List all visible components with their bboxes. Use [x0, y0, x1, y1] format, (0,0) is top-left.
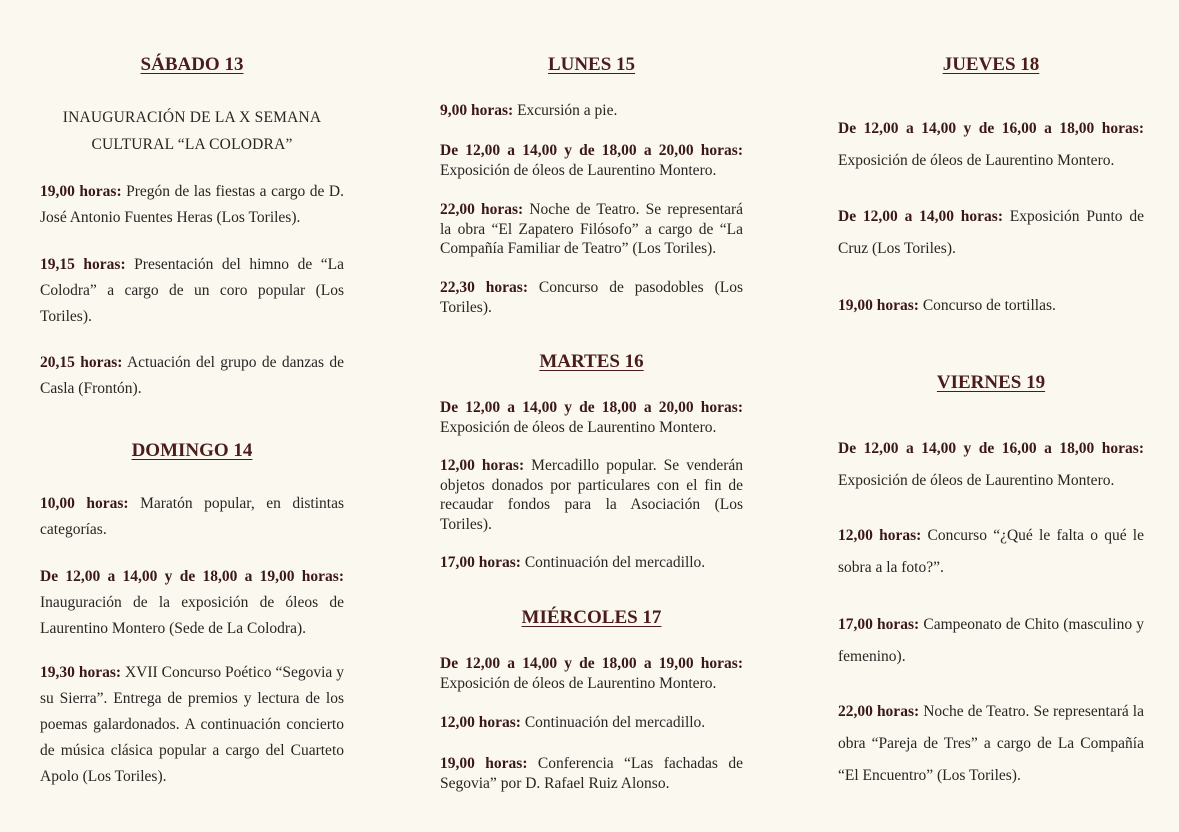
event-text: Exposición de óleos de Laurentino Montero.	[440, 161, 717, 179]
day-heading-martes: MARTES 16	[539, 351, 644, 372]
event-time: 17,00 horas:	[838, 616, 920, 633]
event-text: Noche de Teatro. Se representará la obra “Pareja de Tres” a cargo de La Compañía “El Encuentro” (Los Toriles).	[838, 703, 1144, 784]
day-heading-jueves: JUEVES 18	[942, 54, 1040, 75]
event-time: 22,00 horas:	[838, 703, 920, 720]
event-martes-2	[440, 456, 743, 534]
day-heading-miercoles: MIÉRCOLES 17	[521, 607, 662, 628]
event-text: Campeonato de Chito (masculino y femenino).	[838, 616, 1144, 665]
event-domingo-2	[40, 564, 344, 642]
event-text: Conferencia “Las fachadas de Segovia” por D. Rafael Ruiz Alonso.	[440, 755, 743, 792]
event-text: Concurso de tortillas.	[918, 297, 1056, 314]
event-domingo-1	[40, 491, 344, 543]
event-time: 19,15 horas:	[40, 256, 126, 273]
event-text: Continuación del mercadillo.	[520, 714, 706, 731]
event-time: 10,00 horas:	[40, 495, 129, 512]
event-time: De 12,00 a 14,00 y de 16,00 a 18,00 horas:	[838, 120, 1144, 137]
event-viernes-2	[838, 520, 1144, 584]
event-sabado-3	[40, 350, 344, 402]
event-time: 22,30 horas:	[440, 279, 528, 296]
event-miercoles-1	[440, 654, 743, 693]
event-text: Maratón popular, en distintas categorías.	[40, 495, 344, 538]
event-time: De 12,00 a 14,00 y de 18,00 a 19,00 horas:	[440, 655, 743, 672]
event-lunes-1	[440, 101, 743, 121]
event-time: 19,00 horas:	[40, 183, 122, 200]
event-viernes-3	[838, 609, 1144, 673]
event-time: 12,00 horas:	[440, 714, 521, 731]
event-jueves-2	[838, 201, 1144, 265]
event-time: 9,00 horas:	[440, 102, 514, 119]
event-text: Inauguración de la exposición de óleos de Laurentino Montero (Sede de La Colodra).	[40, 594, 344, 637]
event-jueves-3	[838, 290, 1144, 322]
event-text: Continuación del mercadillo.	[520, 554, 706, 571]
event-miercoles-3	[440, 754, 743, 793]
event-domingo-3	[40, 660, 344, 790]
event-lunes-3	[440, 200, 743, 259]
day-heading-domingo: DOMINGO 14	[131, 440, 253, 461]
event-text: Mercadillo popular. Se venderán objetos donados por particulares con el fin de recaudar fondos para la Asociación (Los Toriles).	[440, 457, 743, 533]
event-time: De 12,00 a 14,00 horas:	[838, 208, 1003, 225]
event-text: Exposición de óleos de Laurentino Montero.	[838, 472, 1115, 489]
event-text: Noche de Teatro. Se representará la obra “El Zapatero Filósofo” a cargo de “La Compañía Familiar de Teatro” (Los Toriles).	[440, 201, 743, 257]
event-time: De 12,00 a 14,00 y de 18,00 a 20,00 horas:	[440, 399, 743, 416]
event-time: 12,00 horas:	[838, 527, 922, 544]
event-jueves-1	[838, 113, 1144, 177]
event-miercoles-2	[440, 713, 743, 733]
event-text: Exposición de óleos de Laurentino Montero.	[838, 152, 1115, 169]
event-time: De 12,00 a 14,00 y de 18,00 a 20,00 horas:	[440, 142, 743, 159]
day-heading-sabado: SÁBADO 13	[140, 54, 244, 75]
inauguration-line-1: INAUGURACIÓN DE LA X SEMANA	[62, 109, 322, 126]
event-time: De 12,00 a 14,00 y de 16,00 a 18,00 horas:	[838, 440, 1144, 457]
inauguration-title	[40, 104, 344, 158]
event-text: Exposición de óleos de Laurentino Montero.	[440, 674, 717, 692]
event-viernes-4	[838, 696, 1144, 792]
event-text: Pregón de las fiestas a cargo de D. José Antonio Fuentes Heras (Los Toriles).	[40, 183, 344, 226]
event-sabado-1	[40, 179, 344, 231]
event-text: Concurso “¿Qué le falta o qué le sobra a la foto?”.	[838, 527, 1144, 576]
event-time: 17,00 horas:	[440, 554, 521, 571]
inauguration-line-2: CULTURAL “LA COLODRA”	[91, 136, 293, 153]
event-time: 19,30 horas:	[40, 664, 122, 681]
event-martes-1	[440, 398, 743, 437]
event-text: Concurso de pasodobles (Los Toriles).	[440, 279, 743, 316]
event-text: Actuación del grupo de danzas de Casla (Frontón).	[40, 354, 344, 397]
day-heading-viernes: VIERNES 19	[936, 372, 1046, 393]
event-lunes-4	[440, 278, 743, 317]
event-text: XVII Concurso Poético “Segovia y su Sierra”. Entrega de premios y lectura de los poemas galardonados. A continuación concierto de música clásica popular a cargo del Cuarteto Apolo (Los Toriles).	[40, 664, 344, 785]
event-time: 19,00 horas:	[838, 297, 919, 314]
event-time: 19,00 horas:	[440, 755, 528, 772]
event-time: 20,15 horas:	[40, 354, 123, 371]
event-time: 22,00 horas:	[440, 201, 524, 218]
event-lunes-2	[440, 141, 743, 180]
event-time: De 12,00 a 14,00 y de 18,00 a 19,00 horas:	[40, 568, 344, 585]
event-text: Exposición de óleos de Laurentino Montero.	[440, 418, 717, 436]
event-martes-3	[440, 553, 743, 573]
event-viernes-1	[838, 433, 1144, 497]
event-text: Presentación del himno de “La Colodra” a cargo de un coro popular (Los Toriles).	[40, 256, 344, 325]
day-heading-lunes: LUNES 15	[547, 54, 636, 75]
event-time: 12,00 horas:	[440, 457, 525, 474]
event-text: Exposición Punto de Cruz (Los Toriles).	[838, 208, 1144, 257]
event-sabado-2	[40, 252, 344, 330]
event-text: Excursión a pie.	[513, 102, 618, 119]
